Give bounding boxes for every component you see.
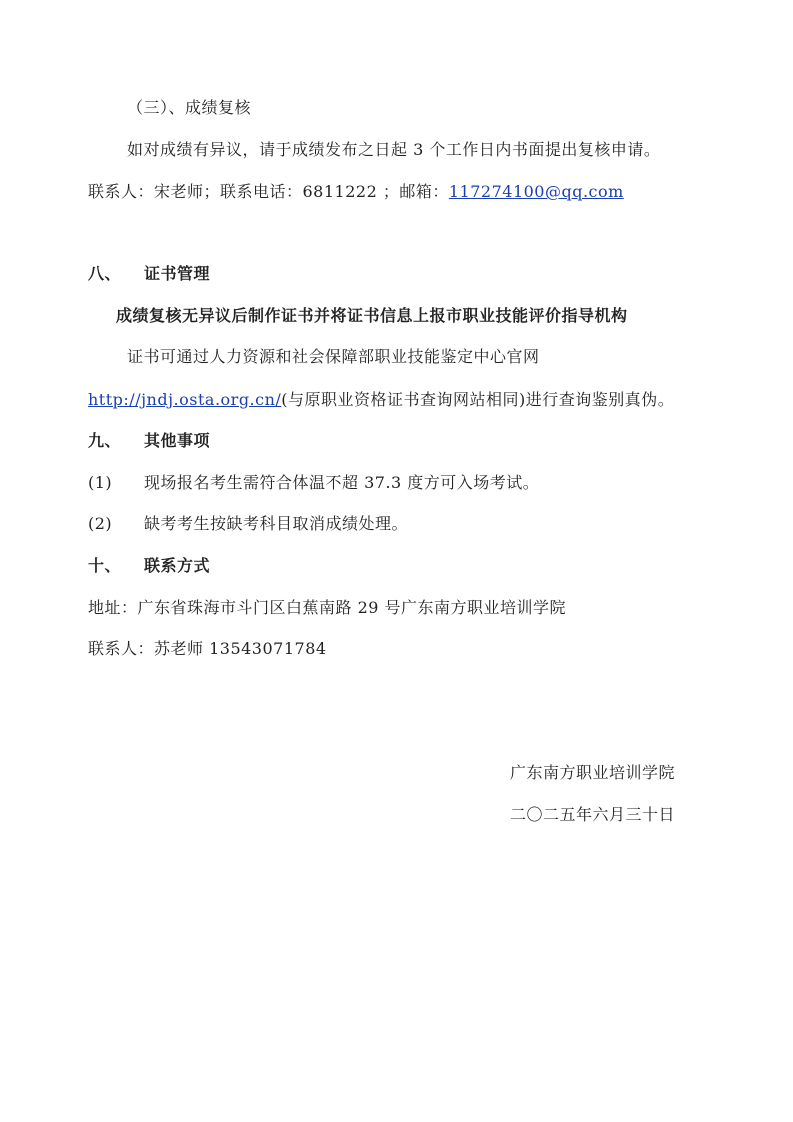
list-item-text: 现场报名考生需符合体温不超 37.3 度方可入场考试。 [144, 473, 540, 492]
certificate-verify-url-line [88, 389, 674, 411]
email-link[interactable]: 117274100@qq.com [448, 182, 624, 201]
section-number: 九、 [88, 431, 122, 450]
review-instruction: 如对成绩有异议，请于成绩发布之日起 3 个工作日内书面提出复核申请。 [127, 140, 661, 159]
section-number: 十、 [88, 556, 122, 575]
review-contact [88, 181, 624, 203]
subsection-title: （三）、成绩复核 [127, 98, 252, 117]
certificate-verify-text: 证书可通过人力资源和社会保障部职业技能鉴定中心官网 [127, 347, 540, 366]
list-item [88, 472, 539, 494]
list-item [88, 513, 408, 535]
list-item-number: (2) [88, 514, 113, 533]
section-title: 其他事项 [144, 431, 211, 450]
contact-line: 联系人：苏老师 13543071784 [88, 639, 327, 658]
address-line: 地址：广东省珠海市斗门区白蕉南路 29 号广东南方职业培训学院 [88, 598, 567, 617]
section-title: 证书管理 [144, 264, 211, 283]
list-item-number: (1) [88, 473, 113, 492]
section-9-heading [88, 430, 210, 452]
url-note: (与原职业资格证书查询网站相同)进行查询鉴别真伪。 [281, 390, 675, 409]
section-title: 联系方式 [144, 556, 211, 575]
certificate-statement: 成绩复核无异议后制作证书并将证书信息上报市职业技能评价指导机构 [116, 306, 628, 325]
section-8-heading [88, 263, 210, 285]
signature-date: 二〇二五年六月三十日 [510, 805, 676, 824]
section-10-heading [88, 555, 210, 577]
list-item-text: 缺考考生按缺考科目取消成绩处理。 [144, 514, 409, 533]
review-contact-label: 联系人：宋老师；联系电话：6811222 ；邮箱： [88, 182, 449, 201]
section-number: 八、 [88, 264, 122, 283]
signature-org: 广东南方职业培训学院 [510, 763, 676, 782]
osta-url-link[interactable]: http://jndj.osta.org.cn/ [88, 390, 282, 409]
